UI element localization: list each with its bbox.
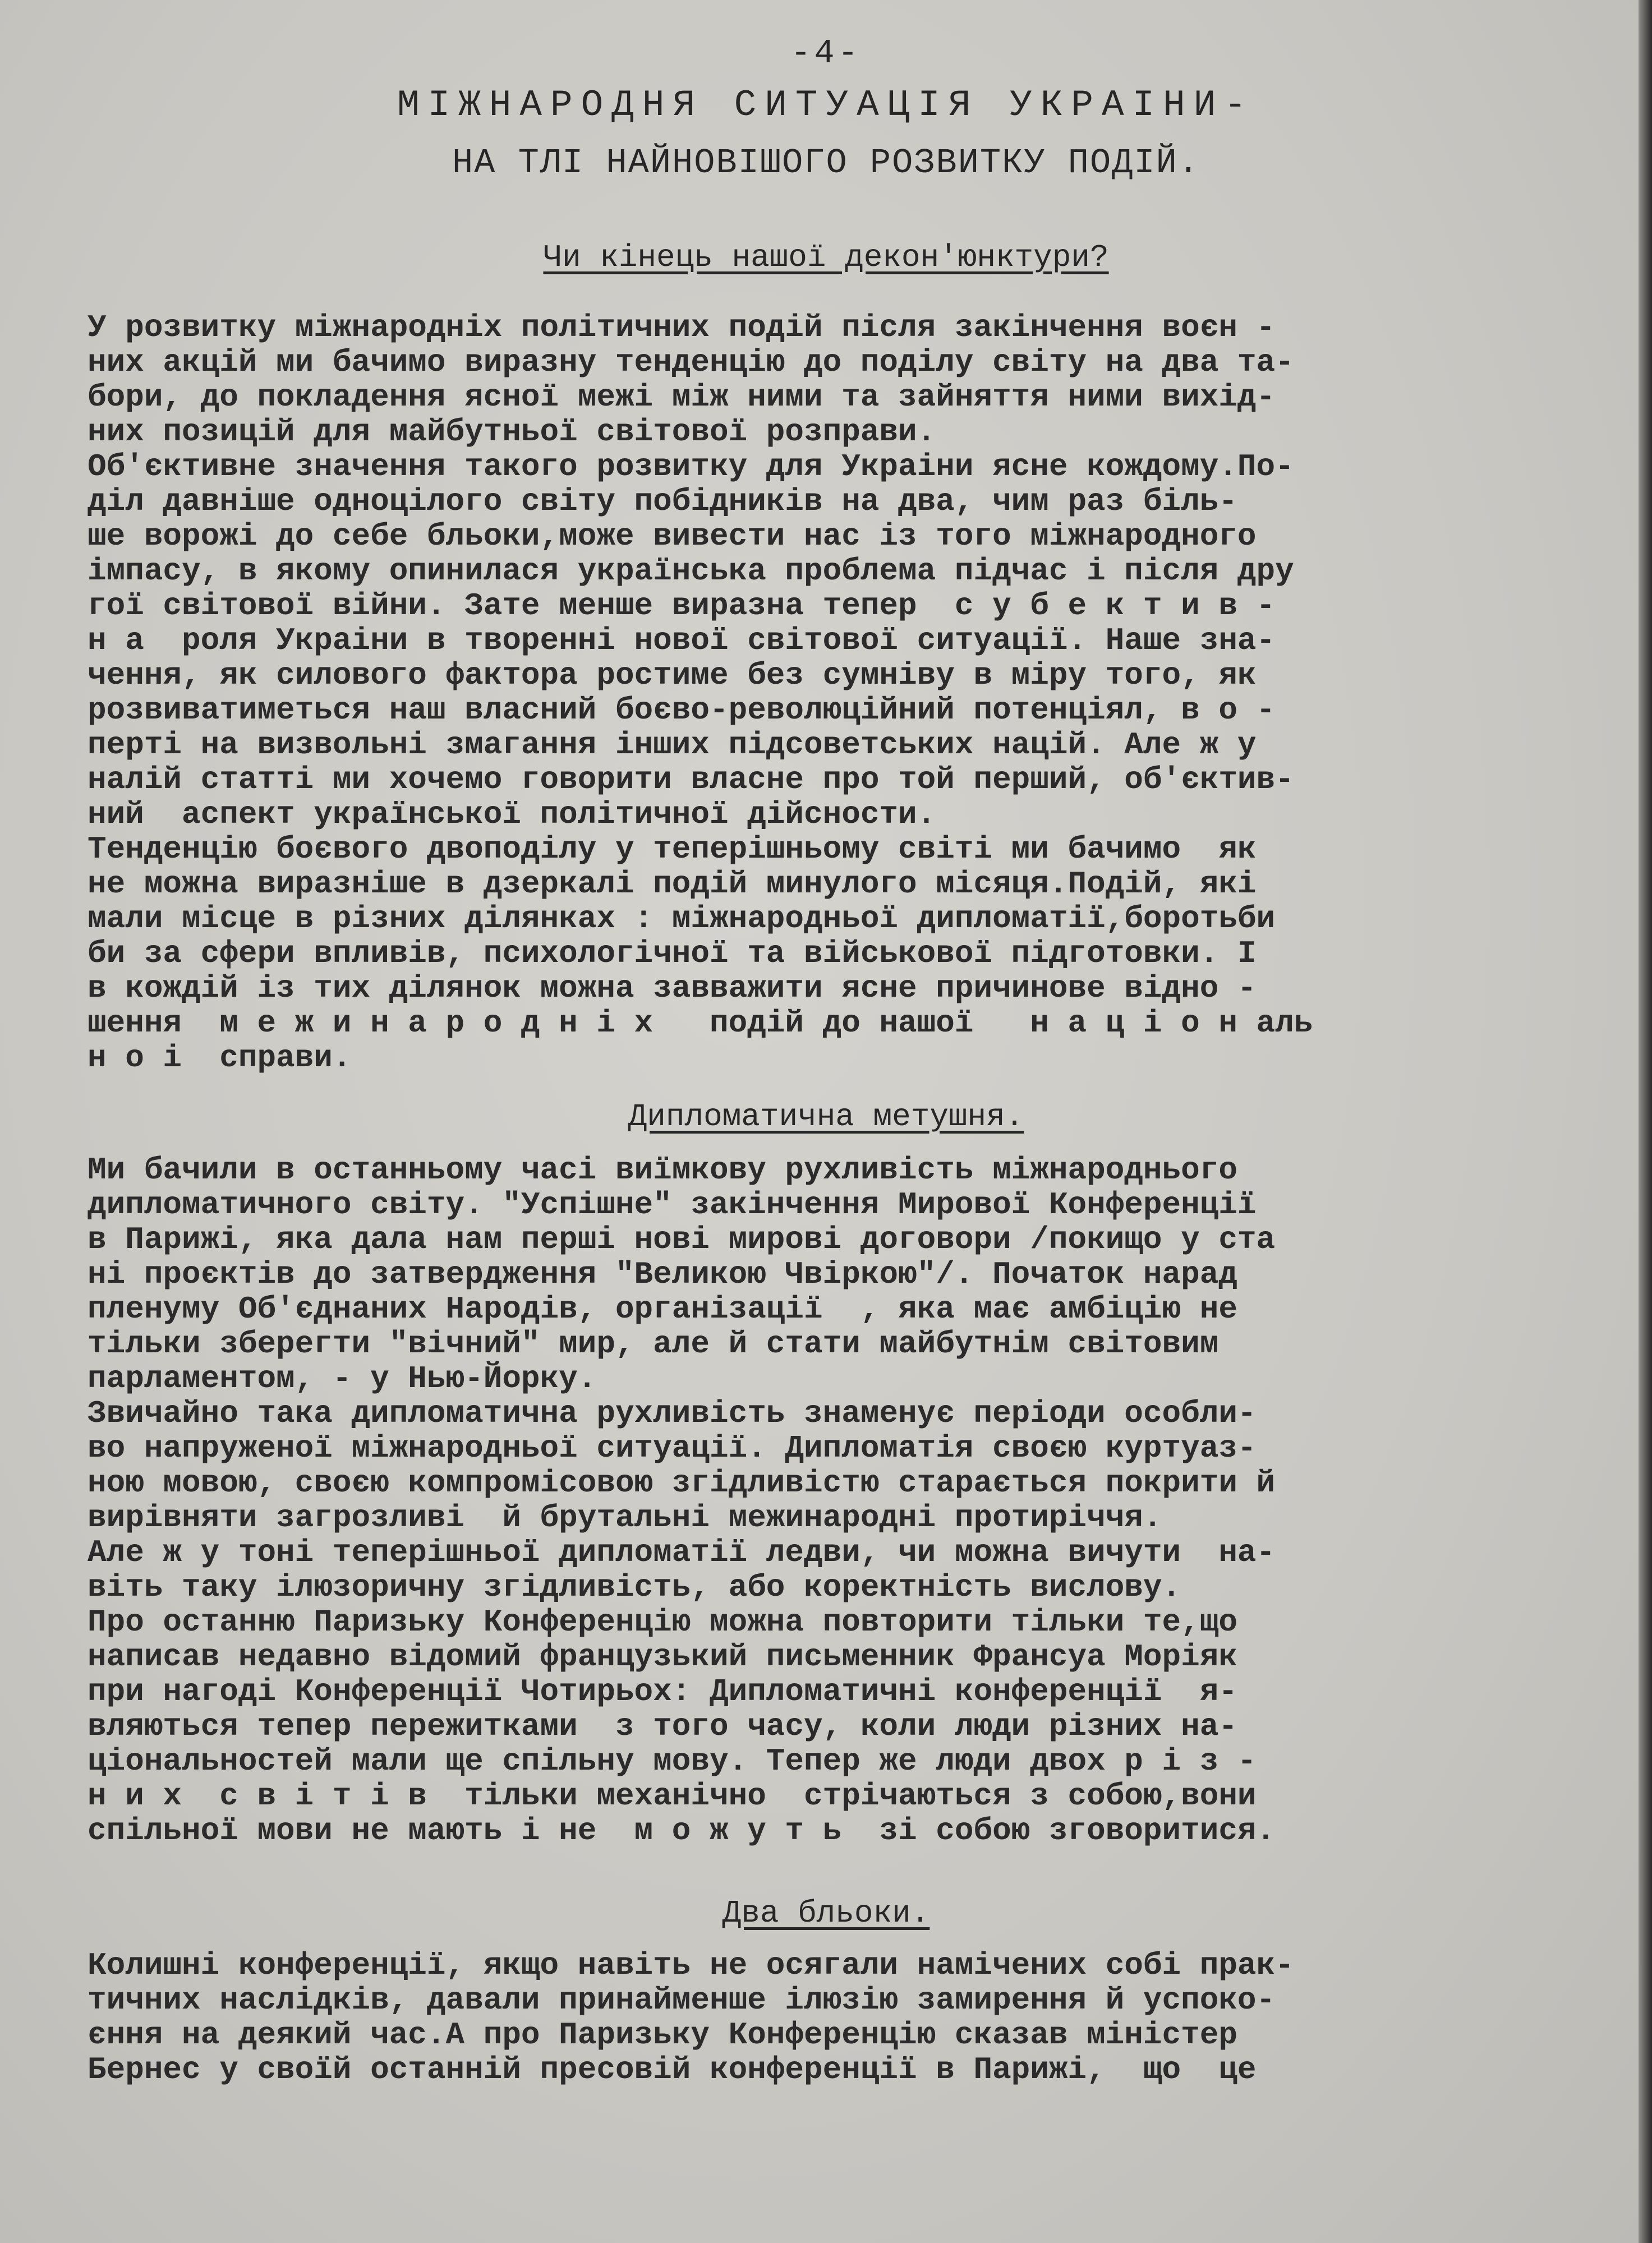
text-line: би за сфери впливів, психологічної та військової підготовки. І [88,936,1257,971]
text-line: не можна виразніше в дзеркалі подій минулого місяця.Подій, які [88,866,1257,902]
text-line: во напруженої міжнародньої ситуації. Дипломатія своєю куртуаз- [88,1430,1257,1466]
text-line: налій статті ми хочемо говорити власне про той перший, об'єктив- [88,762,1294,798]
text-line: Колишні конференції, якщо навіть не осягали намічених собі прак- [88,1947,1294,1983]
document-title-line-1: МІЖНАРОДНЯ СИТУАЦІЯ УКРАІНИ- [397,84,1255,126]
text-line: ні проєктів до затвердження "Великою Чвіркою"/. Початок нарад [88,1256,1237,1292]
page-number: -4- [790,35,862,73]
text-line: Бернес у своїй останній пресовій конференції в Парижі, що це [88,2052,1257,2088]
text-line: н и х с в і т і в тільки механічно стрічаються з собою,вони [88,1778,1257,1814]
text-line: ною мовою, своєю компромісовою згідливістю старається покрити й [88,1465,1276,1501]
text-line: написав недавно відомий французький письменник Франсуа Моріяк [88,1639,1237,1675]
text-line: віть таку ілюзоричну згідливість, або коректність вислову. [88,1569,1181,1605]
text-line: н а роля Украіни в творенні нової світової ситуації. Наше зна- [88,623,1276,658]
text-line: імпасу, в якому опинилася українська проблема підчас і після дру [88,553,1294,589]
text-line: бори, до покладення ясної межі між ними та зайняття ними вихід- [88,379,1276,415]
text-line: при нагоді Конференції Чотирьох: Дипломатичні конференції я- [88,1674,1237,1710]
text-line: діл давніше одноцілого світу побідників на два, чим раз біль- [88,483,1237,519]
text-line: У розвитку міжнародніх політичних подій після закінчення воєн - [88,310,1276,346]
text-line: пленуму Об'єднаних Народів, організації , яка має амбіцію не [88,1291,1237,1327]
text-line: чення, як силового фактора ростиме без сумніву в міру того, як [88,657,1257,693]
text-line: Звичайно така дипломатична рухливість знаменує періоди особли- [88,1395,1257,1431]
text-line: в кождій із тих ділянок можна завважити ясне причинове відно - [88,970,1257,1006]
section-heading: Дипломатична метушня. [628,1099,1024,1135]
text-line: Про останню Паризьку Конференцію можна повторити тільки те,що [88,1604,1237,1640]
text-line: вирівняти загрозливі й брутальні межинародні протиріччя. [88,1500,1162,1536]
text-line: дипломатичного світу. "Успішне" закінчення Мирової Конференції [88,1187,1257,1223]
text-line: Але ж у тоні теперішньої дипломатії ледви, чи можна вичути на- [88,1535,1276,1570]
text-line: тичних наслідків, давали принайменше ілюзію замирення й успоко- [88,1982,1276,2018]
text-line: перті на визвольні змагання інших підсоветських націй. Але ж у [88,727,1257,763]
text-line: Ми бачили в останньому часі виїмкову рухливість міжнароднього [88,1152,1237,1188]
section-heading: Чи кінець нашої декон'юнктури? [543,240,1109,275]
text-line: в Парижі, яка дала нам перші нові мирові договори /покищо у ста [88,1222,1276,1258]
text-line: них позицій для майбутньої світової розправи. [88,414,936,450]
text-line: розвиватиметься наш власний боєво-революційний потенціял, в о - [88,692,1276,728]
text-line: вляються тепер пережитками з того часу, коли люди різних на- [88,1708,1237,1744]
text-line: парламентом, - у Нью-Йорку. [88,1361,597,1397]
section-heading: Два бльоки. [722,1895,930,1931]
text-line: гої світової війни. Зате менше виразна тепер с у б е к т и в - [88,588,1276,624]
text-line: тільки зберегти "вічний" мир, але й стати майбутнім світовим [88,1326,1219,1362]
text-line: ше ворожі до себе бльоки,може вивести нас із того міжнародного [88,518,1257,554]
document-title-line-2: НА ТЛІ НАЙНОВІШОГО РОЗВИТКУ ПОДІЙ. [452,143,1200,183]
text-line: ціональностей мали ще спільну мову. Тепер же люди двох р і з - [88,1743,1257,1779]
text-line: мали місце в різних ділянках : міжнародньої дипломатії,боротьби [88,901,1276,937]
text-line: шення м е ж и н а р о д н і х подій до нашої н а ц і о н аль [88,1005,1313,1041]
text-line: єння на деякий час.А про Паризьку Конференцію сказав міністер [88,2017,1237,2053]
text-line: спільної мови не мають і не м о ж у т ь зі собою зговоритися. [88,1813,1276,1849]
text-line: Тенденцію боєвого двоподілу у теперішньому світі ми бачимо як [88,831,1257,867]
text-line: Об'єктивне значення такого розвитку для Украіни ясне кождому.По- [88,449,1294,485]
text-line: н о і справи. [88,1040,352,1076]
text-line: ний аспект української політичної дійсности. [88,796,936,832]
text-line: них акцій ми бачимо виразну тенденцію до поділу світу на два та- [88,344,1294,380]
